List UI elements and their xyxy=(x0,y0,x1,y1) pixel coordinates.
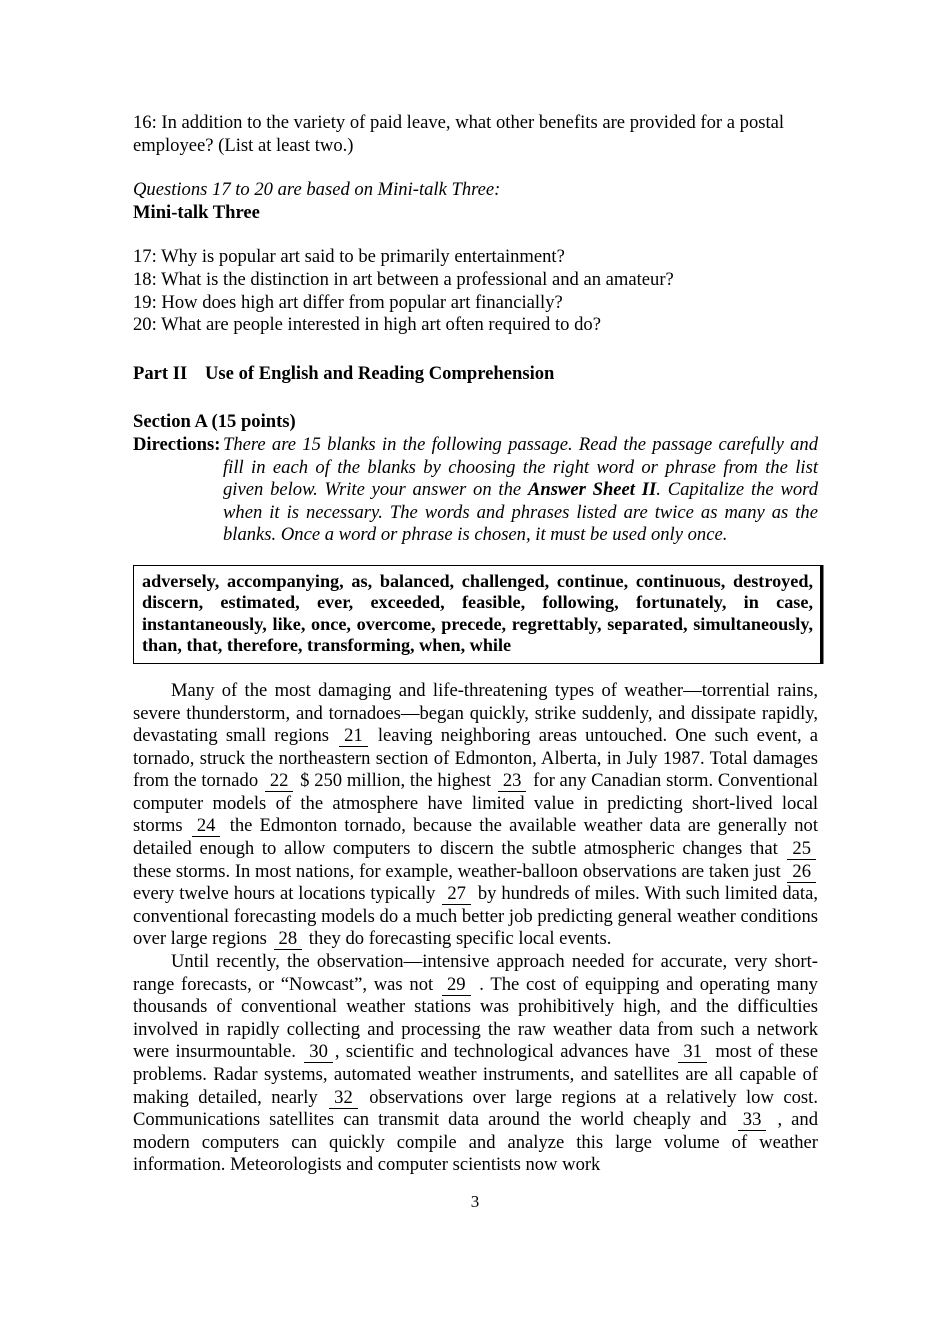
directions-text-part-1: There are 15 blanks in the following passage. Read the passage carefully and fill in each of the blanks by choosing the right word or phrase from the list given below. Write your answer on the xyxy=(223,433,818,501)
blank-24[interactable]: 24 xyxy=(192,816,221,837)
passage-text: Many of the most damaging and life-threatening types of weather—torrential rains, severe thunderstorm, and tornadoes—began quickly, strike suddenly, and dissipate rapidly, devastating small regions xyxy=(133,679,818,747)
passage-text: for any Canadian storm. Conventional computer models of the atmosphere have limited value in predicting short-lived local storms xyxy=(133,770,819,837)
passage-text: these storms. In most nations, for example, weather-balloon observations are taken just xyxy=(133,860,786,882)
passage-text: $ 250 million, the highest xyxy=(295,770,496,792)
section-a-heading: Section A (15 points) xyxy=(133,411,296,433)
question-16: 16: In addition to the variety of paid leave, what other benefits are provided for a postal employee? (List at least two.) xyxy=(133,112,785,156)
part-two-heading xyxy=(133,363,818,386)
passage-text: they do forecasting specific local events. xyxy=(304,928,612,950)
passage-text: , scientific and technological advances have xyxy=(334,1041,677,1063)
passage-text: most of these problems. Radar systems, automated weather instruments, and satellites are all capable of making detailed, nearly xyxy=(133,1041,818,1108)
passage-text: observations over large regions at a relatively low cost. Communications satellites can transmit data around the world cheaply and xyxy=(133,1086,818,1131)
passage-text: leaving neighboring areas untouched. One such event, a tornado, struck the northeastern section of Edmonton, Alberta, in July 1987. Total damages from the tornado xyxy=(133,725,818,792)
spacer xyxy=(133,224,818,246)
answer-sheet-reference: Answer Sheet II xyxy=(527,479,657,501)
passage-text: by hundreds of miles. With such limited data, conventional forecasting models do a much better job predicting general weather conditions over large regions xyxy=(133,883,819,950)
passage-text: the Edmonton tornado, because the available weather data are generally not detailed enough to allow computers to discern the subtle atmospheric changes that xyxy=(133,815,818,860)
directions-block xyxy=(133,434,818,547)
spacer xyxy=(133,157,818,179)
blank-23[interactable]: 23 xyxy=(498,771,527,792)
passage-text: . The cost of equipping and operating many thousands of conventional weather stations was prohibitively high, and the difficulties involved in rapidly collecting and processing the raw weather data from such a network were insurmountable. xyxy=(133,973,818,1063)
blank-33[interactable]: 33 xyxy=(738,1110,767,1131)
blank-26[interactable]: 26 xyxy=(787,862,816,883)
blank-22[interactable]: 22 xyxy=(265,771,294,792)
passage-text: every twelve hours at locations typically xyxy=(133,883,441,905)
spacer xyxy=(133,337,818,363)
minitalk-three-title: Mini-talk Three xyxy=(133,201,260,223)
question-20: 20: What are people interested in high art often required to do? xyxy=(133,314,601,336)
spacer xyxy=(133,385,818,411)
question-19: 19: How does high art differ from popular art financially? xyxy=(133,291,563,313)
blank-28[interactable]: 28 xyxy=(274,929,303,950)
passage-paragraph-2 xyxy=(133,951,818,1177)
passage-text: Until recently, the observation—intensive approach needed for accurate, very short-range forecasts, or “Nowcast”, was not xyxy=(133,951,818,995)
page-content xyxy=(133,112,818,1177)
directions-label: Directions: xyxy=(133,433,221,455)
part-two-title: Use of English and Reading Comprehension xyxy=(205,362,555,384)
word-bank-list: adversely, accompanying, as, balanced, challenged, continue, continuous, destroyed, discern, estimated, ever, exceeded, feasible, following, fortunately, in case, instantaneously, like, once, overcome, precede, regrettably, separated, simultaneously, than, that, therefore, transforming, when, while xyxy=(142,570,813,656)
passage-text: , and modern computers can quickly compile and analyze this large volume of weather information. Meteorologists and computer scientists now work xyxy=(133,1109,819,1176)
passage-paragraph-1 xyxy=(133,680,818,951)
blank-32[interactable]: 32 xyxy=(329,1088,358,1109)
blank-31[interactable]: 31 xyxy=(678,1042,707,1063)
question-17: 17: Why is popular art said to be primarily entertainment? xyxy=(133,246,565,268)
blank-25[interactable]: 25 xyxy=(787,839,816,860)
part-two-label: Part II xyxy=(133,362,188,384)
blank-27[interactable]: 27 xyxy=(442,884,471,905)
blank-30[interactable]: 30 xyxy=(304,1042,333,1063)
spacer xyxy=(133,664,818,680)
question-18: 18: What is the distinction in art between a professional and an amateur? xyxy=(133,268,674,290)
word-bank-box xyxy=(133,565,821,664)
page-number: 3 xyxy=(470,1192,480,1211)
spacer xyxy=(133,547,818,565)
directions-text-part-2: . Capitalize the word when it is necessary. The words and phrases listed are twice as many as the blanks. Once a word or phrase is chosen, it must be used only once. xyxy=(223,479,818,546)
blank-21[interactable]: 21 xyxy=(339,726,368,747)
minitalk-three-intro: Questions 17 to 20 are based on Mini-talk Three: xyxy=(133,179,501,201)
blank-29[interactable]: 29 xyxy=(442,975,471,996)
